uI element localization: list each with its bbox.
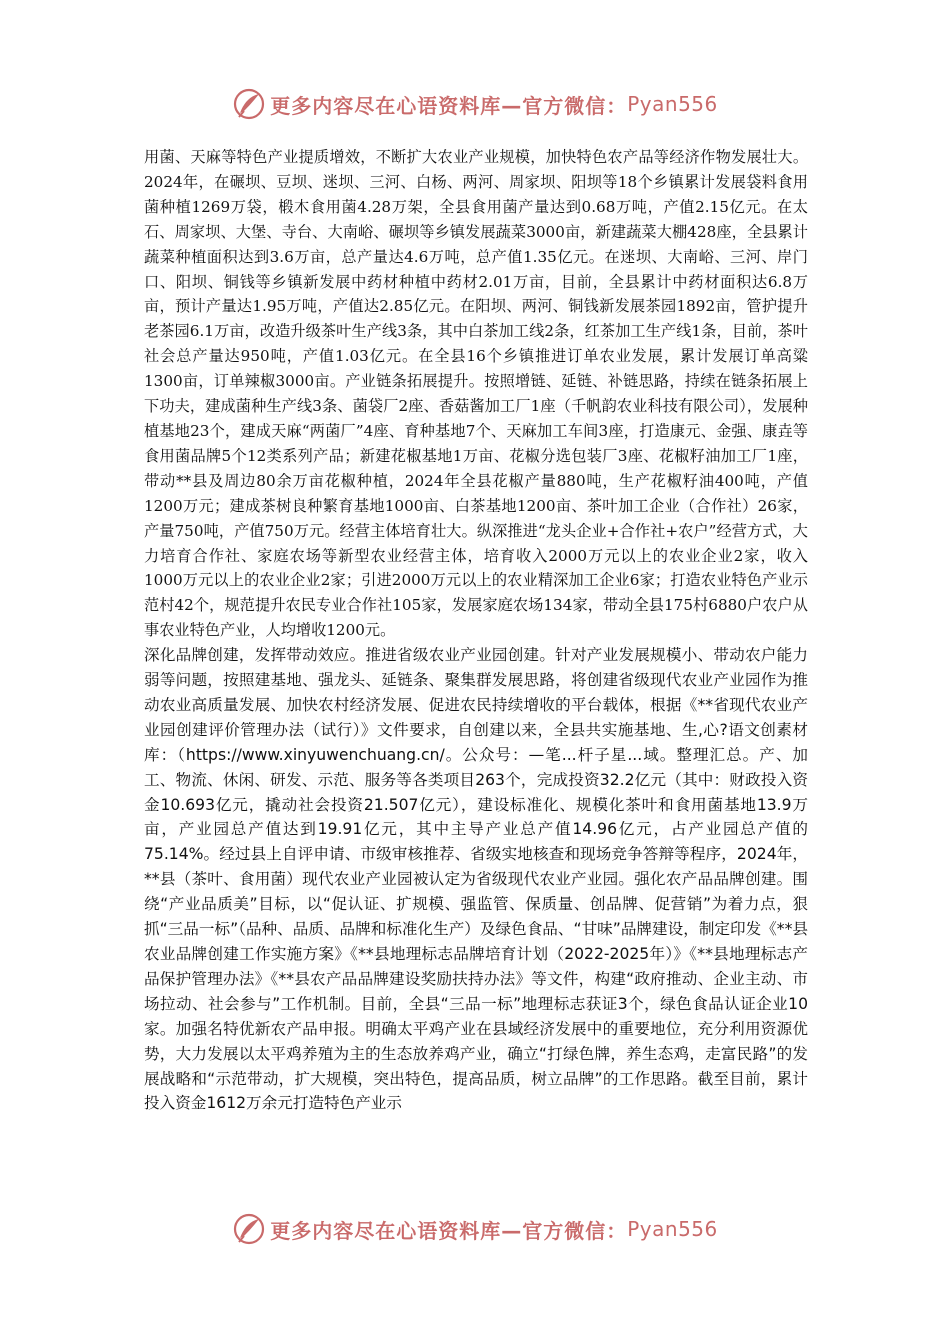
- banner-wechat-id: Pyan556: [627, 1217, 718, 1241]
- banner-text: 更多内容尽在心语资料库—官方微信：: [270, 1218, 628, 1243]
- document-body: [144, 145, 808, 1116]
- brand-logo-icon: [232, 87, 266, 121]
- footer-watermark-banner: [0, 1209, 950, 1249]
- paragraph-brand-creation: 深化品牌创建，发挥带动效应。推进省级农业产业园创建。针对产业发展规模小、带动农户能力弱等问题，按照建基地、强龙头、延链条、聚集群发展思路，将创建省级现代农业产业园作为推动农业高质量发展、加快农村经济发展、促进农民持续增收的平台载体，根据《**省现代农业产业园创建评价管理办法（试行）》文件要求，自创建以来，全县共实施基地、生,心?语文创素材库：（https://www.xinyuwenchuang.cn/。公众号：—笔...杆子星...域。整理汇总。产、加工、物流、休闲、研发、示范、服务等各类项目263个，完成投资32.2亿元（其中：财政投入资金10.693亿元，撬动社会投资21.507亿元），建设标准化、规模化茶叶和食用菌基地13.9万亩，产业园总产值达到19.91亿元，其中主导产业总产值14.96亿元，占产业园总产值的75.14%。经过县上自评申请、市级审核推荐、省级实地核查和现场竞争答辩等程序，2024年，**县（茶叶、食用菌）现代农业产业园被认定为省级现代农业产业园。强化农产品品牌创建。围绕“产业品质美”目标，以“促认证、扩规模、强监管、保质量、创品牌、促营销”为着力点，狠抓“三品一标”（品种、品质、品牌和标准化生产）及绿色食品、“甘味”品牌建设，制定印发《**县农业品牌创建工作实施方案》《**县地理标志品牌培育计划（2022-2025年）》《**县地理标志产品保护管理办法》《**县农产品品牌建设奖励扶持办法》等文件，构建“政府推动、企业主动、市场拉动、社会参与”工作机制。目前，全县“三品一标”地理标志获证3个，绿色食品认证企业10家。加强名特优新农产品申报。明确太平鸡产业在县域经济发展中的重要地位，充分利用资源优势，大力发展以太平鸡养殖为主的生态放养鸡产业，确立“打绿色牌，养生态鸡，走富民路”的发展战略和“示范带动，扩大规模，突出特色，提高品质，树立品牌”的工作思路。截至目前，累计投入资金1612万余元打造特色产业示: [144, 646, 808, 1113]
- header-watermark-banner: [0, 84, 950, 124]
- banner-text: 更多内容尽在心语资料库—官方微信：: [270, 93, 628, 118]
- paragraph-agriculture-industry: 用菌、天麻等特色产业提质增效，不断扩大农业产业规模，加快特色农产品等经济作物发展壮大。2024年，在碾坝、豆坝、迷坝、三河、白杨、两河、周家坝、阳坝等18个乡镇累计发展袋料食用菌种植1269万袋，椴木食用菌4.28万架，全县食用菌产量达到0.68万吨，产值2.15亿元。在太石、周家坝、大堡、寺台、大南峪、碾坝等乡镇发展蔬菜3000亩，新建蔬菜大棚428座，全县累计蔬菜种植面积达到3.6万亩，总产量达4.6万吨，总产值1.35亿元。在迷坝、大南峪、三河、岸门口、阳坝、铜钱等乡镇新发展中药材种植中药材2.01万亩，目前，全县累计中药材面积达6.8万亩，预计产量达1.95万吨，产值达2.85亿元。在阳坝、两河、铜钱新发展茶园1892亩，管护提升老茶园6.1万亩，改造升级茶叶生产线3条，其中白茶加工线2条，红茶加工生产线1条，目前，茶叶社会总产量达950吨，产值1.03亿元。在全县16个乡镇推进订单农业发展，累计发展订单高粱1300亩，订单辣椒3000亩。产业链条拓展提升。按照增链、延链、补链思路，持续在链条拓展上下功夫，建成菌种生产线3条、菌袋厂2座、香菇酱加工厂1座（千帆韵农业科技有限公司），发展种植基地23个，建成天麻“两菌厂”4座、育种基地7个、天麻加工车间3座，打造康元、金强、康垚等食用菌品牌5个12类系列产品；新建花椒基地1万亩、花椒分选包装厂3座、花椒籽油加工厂1座，带动**县及周边80余万亩花椒种植，2024年全县花椒产量880吨，生产花椒籽油400吨，产值1200万元；建成茶树良种繁育基地1000亩、白茶基地1200亩、茶叶加工企业（合作社）26家，产量750吨，产值750万元。经营主体培育壮大。纵深推进“龙头企业+合作社+农户”经营方式，大力培育合作社、家庭农场等新型农业经营主体，培育收入2000万元以上的农业企业2家，收入1000万元以上的农业企业2家；引进2000万元以上的农业精深加工企业6家；打造农业特色产业示范村42个，规范提升农民专业合作社105家，发展家庭农场134家，带动全县175村6880户农户从事农业特色产业，人均增收1200元。: [144, 148, 808, 640]
- brand-logo-icon: [232, 1212, 266, 1246]
- banner-wechat-id: Pyan556: [627, 92, 718, 116]
